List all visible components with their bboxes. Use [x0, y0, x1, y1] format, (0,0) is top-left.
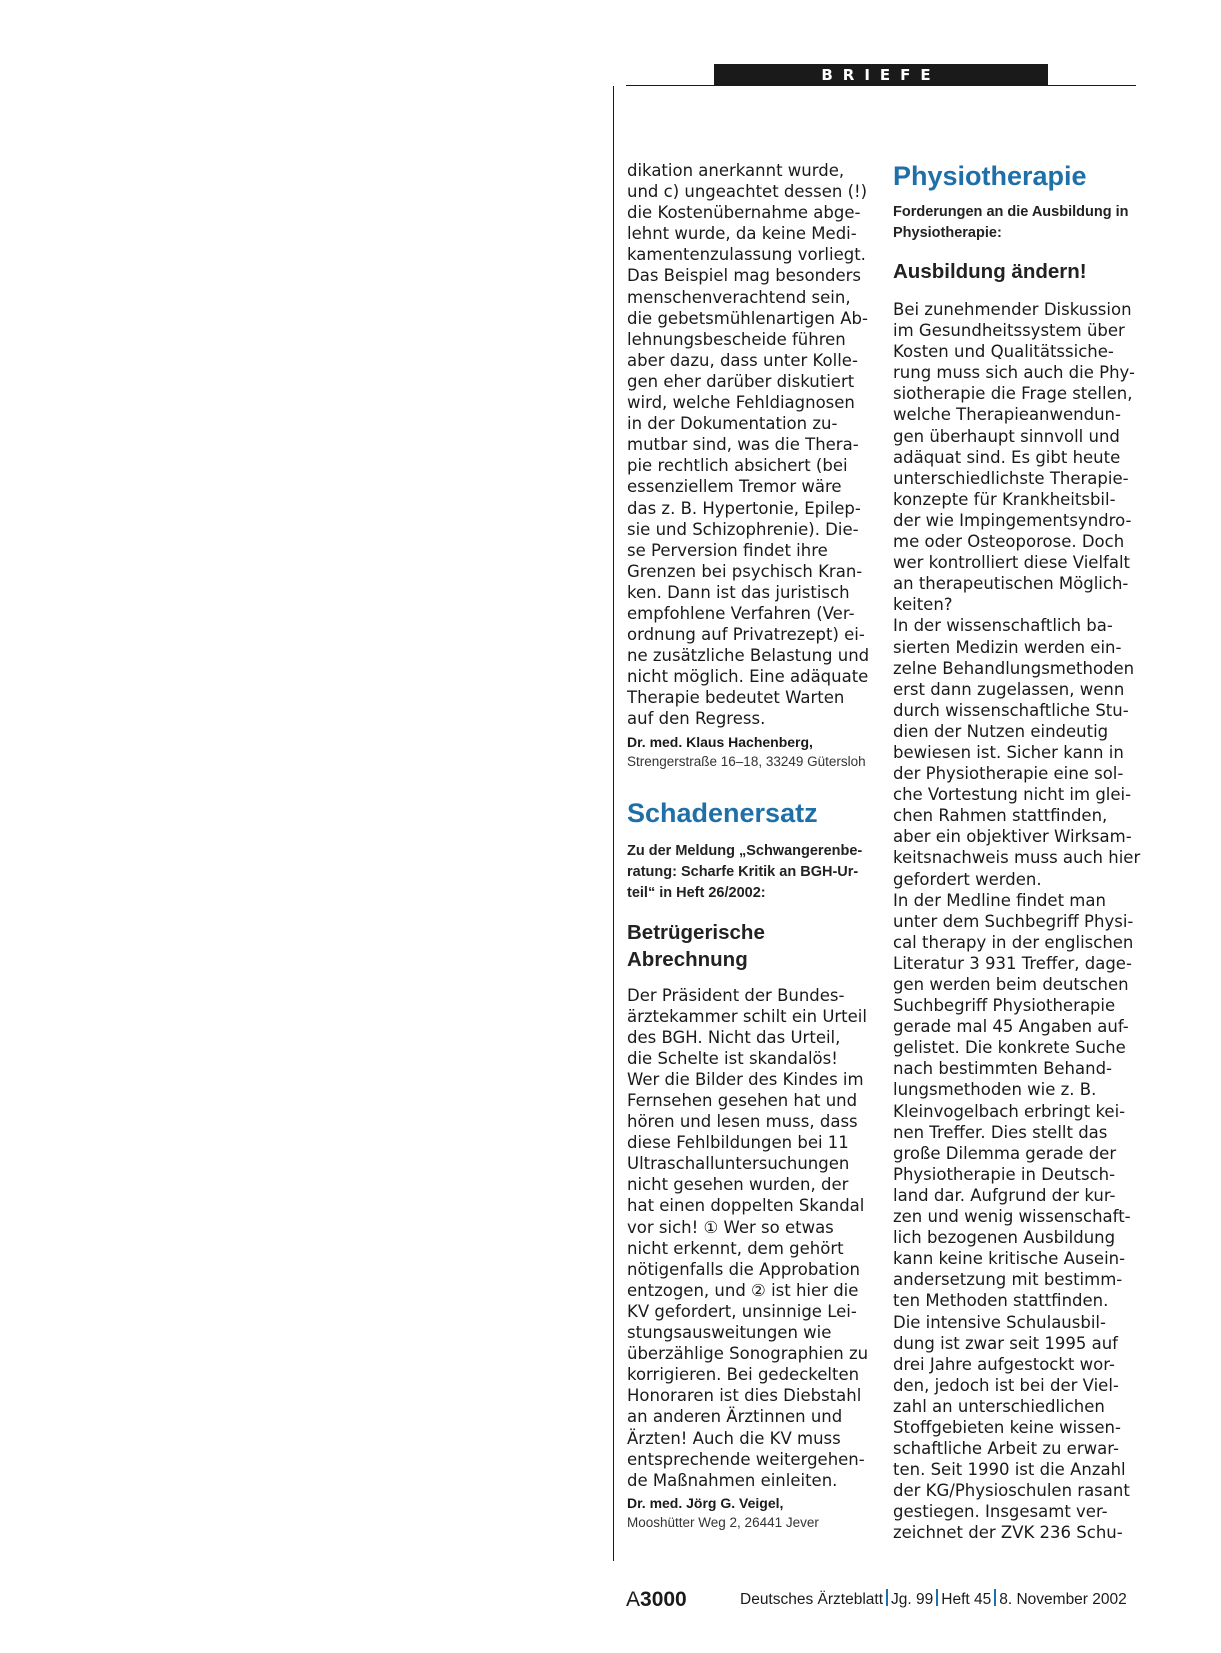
text-line: essenziellem Tremor wäre: [627, 477, 842, 497]
text-line: hat einen doppelten Skandal: [627, 1196, 865, 1216]
text-line: bewiesen ist. Sicher kann in: [893, 742, 1124, 762]
journal-date: 8. November 2002: [999, 1591, 1127, 1608]
letter-physiotherapie-body: [893, 299, 1141, 1544]
separator: [886, 1589, 888, 1606]
text-line: dung ist zwar seit 1995 auf: [893, 1333, 1118, 1353]
text-line: Physiotherapie in Deutsch-: [893, 1164, 1116, 1184]
column-rule: [613, 86, 614, 1561]
text-line: nach bestimmten Behand-: [893, 1059, 1113, 1079]
text-line: zen und wenig wissenschaft-: [893, 1207, 1131, 1227]
text-line: siotherapie die Frage stellen,: [893, 384, 1133, 404]
text-line: che Vortestung nicht im glei-: [893, 785, 1132, 805]
text-line: In der Medline findet man: [893, 890, 1106, 910]
signature-address: Strengerstraße 16–18, 33249 Gütersloh: [627, 753, 866, 769]
text-line: de Maßnahmen einleiten.: [627, 1470, 838, 1490]
text-line: überzählige Sonographien zu: [627, 1344, 869, 1364]
text-line: andersetzung mit bestimm-: [893, 1270, 1123, 1290]
text-line: Betrügerische: [627, 920, 765, 944]
text-line: an anderen Ärztinnen und: [627, 1407, 843, 1427]
text-line: Stoffgebieten keine wissen-: [893, 1417, 1121, 1437]
signature-name: Dr. med. Klaus Hachenberg,: [627, 733, 813, 750]
signature-address: Mooshütter Weg 2, 26441 Jever: [627, 1514, 819, 1530]
text-line: nen Treffer. Dies stellt das: [893, 1122, 1108, 1142]
letter-hachenberg-body: [627, 160, 877, 730]
text-line: chen Rahmen stattfinden,: [893, 806, 1108, 826]
text-line: entsprechende weitergehen-: [627, 1449, 865, 1469]
text-line: ordnung auf Privatrezept) ei-: [627, 625, 865, 645]
text-line: an therapeutischen Möglich-: [893, 574, 1129, 594]
text-line: Wer die Bilder des Kindes im: [627, 1069, 864, 1089]
text-line: vor sich! ① Wer so etwas: [627, 1217, 834, 1237]
text-line: pie rechtlich absichert (bei: [627, 456, 848, 476]
text-line: den, jedoch ist bei der Viel-: [893, 1375, 1119, 1395]
text-line: adäquat sind. Es gibt heute: [893, 447, 1121, 467]
text-line: lich bezogenen Ausbildung: [893, 1228, 1116, 1248]
text-line: zelne Behandlungsmethoden: [893, 658, 1135, 678]
text-line: Die intensive Schulausbil-: [893, 1312, 1106, 1332]
text-line: empfohlene Verfahren (Ver-: [627, 603, 855, 623]
text-line: konzepte für Krankheitsbil-: [893, 489, 1116, 509]
text-line: land dar. Aufgrund der kur-: [893, 1185, 1116, 1205]
text-line: dikation anerkannt wurde,: [627, 161, 845, 180]
text-line: das z. B. Hypertonie, Epilep-: [627, 498, 861, 518]
text-line: Kleinvogelbach erbringt kei-: [893, 1101, 1126, 1121]
letter-title: [627, 919, 877, 973]
text-line: schaftliche Arbeit zu erwar-: [893, 1439, 1119, 1459]
letter-reference: [893, 202, 1138, 244]
text-line: ken. Dann ist das juristisch: [627, 582, 850, 602]
text-line: nicht erkennt, dem gehört: [627, 1238, 844, 1258]
text-line: wer kontrolliert diese Vielfalt: [893, 553, 1131, 573]
text-line: gestiegen. Insgesamt ver-: [893, 1502, 1108, 1522]
page-number: [626, 1588, 687, 1612]
text-line: nötigenfalls die Approbation: [627, 1259, 861, 1279]
text-line: Der Präsident der Bundes-: [627, 985, 845, 1005]
text-line: erst dann zugelassen, wenn: [893, 679, 1125, 699]
letter-title: Ausbildung ändern!: [893, 260, 1087, 283]
text-line: Fernsehen gesehen hat und: [627, 1091, 858, 1110]
column-left: [627, 160, 877, 1533]
text-line: des BGH. Nicht das Urteil,: [627, 1027, 841, 1047]
text-line: stungsausweitungen wie: [627, 1323, 832, 1343]
text-line: Zu der Meldung „Schwangerenbe-: [627, 842, 863, 859]
text-line: im Gesundheitssystem über: [893, 321, 1125, 341]
text-line: kamentenzulassung vorliegt.: [627, 245, 866, 265]
text-line: menschenverachtend sein,: [627, 287, 851, 307]
text-line: lehnungsbescheide führen: [627, 329, 846, 349]
text-line: der wie Impingementsyndro-: [893, 510, 1132, 530]
text-line: Physiotherapie:: [893, 225, 1002, 241]
text-line: se Perversion findet ihre: [627, 540, 828, 560]
text-line: der Physiotherapie eine sol-: [893, 764, 1124, 784]
text-line: sie und Schizophrenie). Die-: [627, 519, 859, 539]
separator: [936, 1589, 938, 1606]
separator: [994, 1589, 996, 1606]
text-line: rung muss sich auch die Phy-: [893, 363, 1135, 383]
text-line: drei Jahre aufgestockt wor-: [893, 1354, 1115, 1374]
text-line: gen überhaupt sinnvoll und: [893, 426, 1120, 446]
text-line: der KG/Physioschulen rasant: [893, 1481, 1130, 1501]
text-line: Abrechnung: [627, 947, 748, 971]
text-line: durch wissenschaftliche Stu-: [893, 700, 1129, 720]
text-line: gelistet. Die konkrete Suche: [893, 1038, 1126, 1058]
text-line: In der wissenschaftlich ba-: [893, 616, 1113, 636]
text-line: Literatur 3 931 Treffer, dage-: [893, 953, 1132, 973]
text-line: korrigieren. Bei gedeckelten: [627, 1365, 860, 1385]
text-line: KV gefordert, unsinnige Lei-: [627, 1301, 857, 1321]
text-line: unter dem Suchbegriff Physi-: [893, 911, 1134, 931]
text-line: ten. Seit 1990 ist die Anzahl: [893, 1460, 1126, 1480]
signature-name: Dr. med. Jörg G. Veigel,: [627, 1494, 784, 1511]
text-line: nicht gesehen wurden, der: [627, 1175, 849, 1195]
text-line: sierten Medizin werden ein-: [893, 637, 1122, 657]
text-line: cal therapy in der englischen: [893, 932, 1134, 952]
section-label: BRIEFE: [714, 64, 1048, 86]
text-line: auf den Regress.: [627, 709, 766, 729]
text-line: ärztekammer schilt ein Urteil: [627, 1006, 867, 1026]
letter-veigel-body: [627, 985, 877, 1491]
text-line: gefordert werden.: [893, 869, 1042, 889]
text-line: keiten?: [893, 595, 953, 615]
journal-issue: Heft 45: [941, 1591, 992, 1608]
text-line: dien der Nutzen eindeutig: [893, 721, 1109, 741]
text-line: gen eher darüber diskutiert: [627, 371, 855, 391]
text-line: und c) ungeachtet dessen (!): [627, 182, 868, 202]
letter-reference: [627, 841, 877, 904]
text-line: Ärzten! Auch die KV muss: [627, 1428, 841, 1448]
journal-name: Deutsches Ärzteblatt: [740, 1591, 884, 1608]
text-line: lehnt wurde, da keine Medi-: [627, 224, 857, 244]
text-line: Forderungen an die Ausbildung in: [893, 204, 1129, 220]
text-line: zahl an unterschiedlichen: [893, 1396, 1105, 1416]
text-line: unterschiedlichste Therapie-: [893, 468, 1129, 488]
text-line: diese Fehlbildungen bei 11: [627, 1133, 849, 1153]
text-line: aber ein objektiver Wirksam-: [893, 827, 1132, 847]
text-line: Das Beispiel mag besonders: [627, 266, 862, 286]
text-line: lungsmethoden wie z. B.: [893, 1080, 1097, 1100]
text-line: Therapie bedeutet Warten: [627, 688, 845, 708]
column-right: [893, 160, 1141, 1544]
page-number-value: 3000: [640, 1588, 687, 1611]
text-line: zeichnet der ZVK 236 Schu-: [893, 1523, 1123, 1543]
text-line: wird, welche Fehldiagnosen: [627, 393, 855, 413]
text-line: Suchbegriff Physiotherapie: [893, 996, 1116, 1016]
text-line: die Kostenübernahme abge-: [627, 203, 861, 223]
journal-volume: Jg. 99: [891, 1591, 934, 1608]
page-prefix: A: [626, 1588, 641, 1611]
text-line: kann keine kritische Ausein-: [893, 1249, 1126, 1269]
header-rule: [626, 85, 1136, 86]
text-line: me oder Osteoporose. Doch: [893, 532, 1125, 552]
text-line: Honoraren ist dies Diebstahl: [627, 1386, 862, 1406]
section-heading-physiotherapie: Physiotherapie: [893, 161, 1087, 191]
text-line: die gebetsmühlenartigen Ab-: [627, 308, 868, 328]
text-line: aber dazu, dass unter Kolle-: [627, 350, 858, 370]
text-line: nicht möglich. Eine adäquate: [627, 667, 869, 687]
section-heading-schadenersatz: Schadenersatz: [627, 797, 818, 828]
text-line: Kosten und Qualitätssiche-: [893, 342, 1114, 362]
journal-citation: [740, 1588, 1127, 1612]
text-line: Bei zunehmender Diskussion: [893, 300, 1132, 319]
text-line: Grenzen bei psychisch Kran-: [627, 561, 863, 581]
text-line: mutbar sind, was die Thera-: [627, 435, 859, 455]
text-line: teil“ in Heft 26/2002:: [627, 884, 766, 901]
text-line: welche Therapieanwendun-: [893, 405, 1121, 425]
text-line: Ultraschalluntersuchungen: [627, 1154, 850, 1174]
text-line: große Dilemma gerade der: [893, 1143, 1117, 1163]
text-line: in der Dokumentation zu-: [627, 414, 838, 434]
text-line: hören und lesen muss, dass: [627, 1112, 858, 1132]
text-line: gerade mal 45 Angaben auf-: [893, 1017, 1129, 1037]
text-line: entzogen, und ② ist hier die: [627, 1280, 859, 1300]
text-line: ten Methoden stattfinden.: [893, 1291, 1109, 1311]
text-line: keitsnachweis muss auch hier: [893, 848, 1141, 868]
text-line: ratung: Scharfe Kritik an BGH-Ur-: [627, 863, 859, 880]
text-line: gen werden beim deutschen: [893, 975, 1129, 994]
text-line: die Schelte ist skandalös!: [627, 1048, 838, 1068]
text-line: ne zusätzliche Belastung und: [627, 646, 870, 666]
